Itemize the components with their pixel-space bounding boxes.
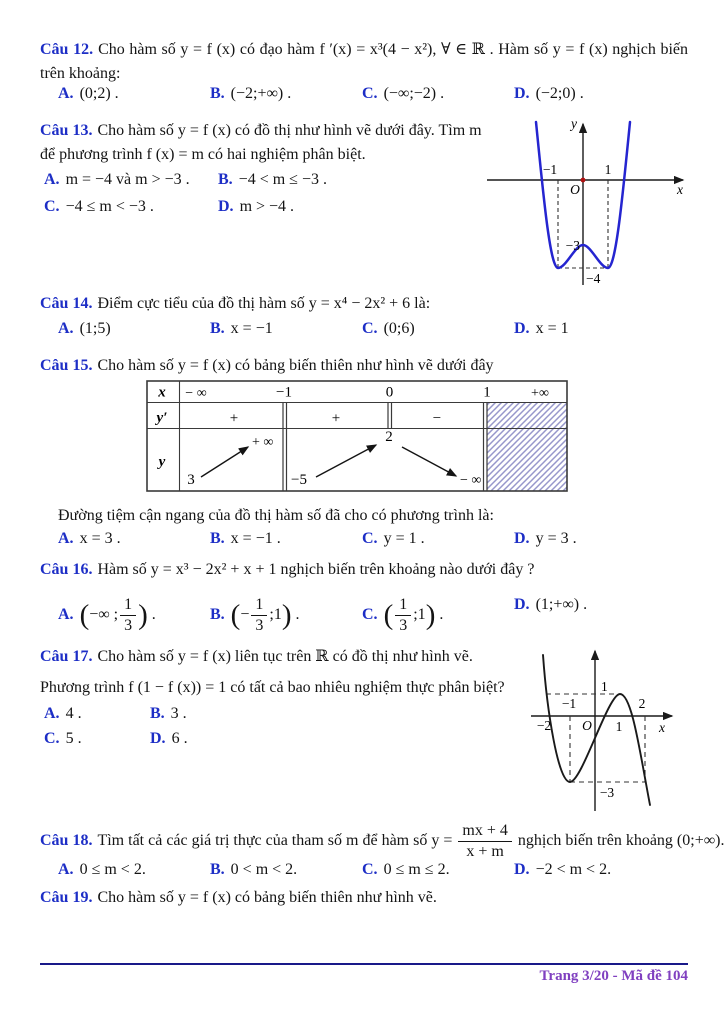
option-17-c: C. 5 . [44, 730, 82, 747]
y-start-3: 3 [187, 472, 195, 488]
tick-minus4: −4 [586, 271, 601, 286]
option-17-b: B. 3 . [150, 705, 187, 722]
option-13-d: D. m > −4 . [218, 198, 295, 215]
footer-page-info: Trang 3/20 - Mã đề 104 [539, 968, 688, 984]
question-19 [40, 886, 688, 910]
option-13-c: C. −4 ≤ m < −3 . [44, 198, 154, 215]
tick-1: 1 [615, 719, 623, 734]
question-12 [40, 38, 688, 86]
question-12-label: Câu 12. [40, 41, 94, 58]
option-14-b: B. x = −1 [210, 320, 273, 337]
q15-variation-table [146, 380, 568, 492]
header-y-prime: y′ [156, 410, 168, 426]
question-14-options [40, 320, 720, 346]
x-axis-label: x [677, 182, 683, 197]
question-15-sub [40, 504, 688, 528]
option-13-a: A. m = −4 và m > −3 . [44, 171, 190, 188]
question-17 [40, 645, 540, 669]
sign-2: + [331, 410, 341, 427]
question-16-text: Hàm số y = x³ − 2x² + x + 1 nghịch biến trên khoảng nào dưới đây ? [97, 561, 535, 578]
origin-label: O [582, 718, 592, 733]
question-17-text: Cho hàm số y = f (x) liên tục trên ℝ có đồ thị như hình vẽ. [97, 648, 473, 665]
x-minus1: −1 [276, 384, 292, 401]
option-18-c: C. 0 ≤ m ≤ 2. [362, 861, 450, 878]
question-15-text: Cho hàm số y = f (x) có bảng biến thiên như hình vẽ dưới đây [97, 357, 494, 374]
tick-y1: 1 [601, 679, 608, 694]
y-pos-infinity: + ∞ [252, 435, 274, 450]
option-14-c: C. (0;6) [362, 320, 415, 337]
y-peak-2: 2 [385, 429, 393, 445]
question-13 [40, 119, 492, 167]
question-14-label: Câu 14. [40, 295, 93, 312]
tick-minus3: −3 [565, 238, 580, 253]
option-15-b: B. x = −1 . [210, 530, 281, 547]
y-neg-infinity: − ∞ [460, 473, 482, 488]
arrow-up-2 [316, 445, 376, 477]
question-18-pre: Tìm tất cả các giá trị thực của tham số m để hàm số y = [97, 831, 453, 849]
tick-2: 2 [638, 696, 646, 711]
q18-fraction: $\frac{mx + 4}{x + m}$ [458, 822, 511, 860]
option-16-d: D. (1;+∞) . [514, 596, 588, 613]
option-18-a: A. 0 ≤ m < 2. [58, 861, 146, 878]
option-12-b: B. (−2;+∞) . [210, 85, 292, 102]
option-15-c: C. y = 1 . [362, 530, 425, 547]
question-15 [40, 354, 688, 378]
question-15-subtext: Đường tiệm cận ngang của đồ thị hàm số đã cho có phương trình là: [58, 507, 494, 524]
tick-minus3: −3 [599, 785, 615, 800]
x-neg-infinity: − ∞ [185, 386, 207, 401]
question-17-label: Câu 17. [40, 648, 93, 665]
sign-3: − [432, 410, 442, 427]
tick-minus1: −1 [561, 696, 577, 711]
option-14-a: A. (1;5) [58, 320, 111, 337]
option-15-d: D. y = 3 . [514, 530, 577, 547]
option-18-b: B. 0 < m < 2. [210, 861, 298, 878]
question-14-text: Điểm cực tiểu của đồ thị hàm số y = x⁴ − 2x² + 6 là: [97, 295, 431, 312]
fraction: $\frac{1}{3}$ [120, 596, 136, 634]
question-12-options [40, 85, 720, 111]
option-14-d: D. x = 1 [514, 320, 569, 337]
undefined-region-hatch [487, 403, 567, 491]
option-18-d: D. −2 < m < 2. [514, 861, 612, 878]
option-12-c: C. (−∞;−2) . [362, 85, 445, 102]
origin-dot [581, 178, 586, 183]
arrow-up-1 [201, 447, 248, 477]
question-18-label: Câu 18. [40, 831, 93, 849]
origin-label: O [570, 182, 580, 197]
question-13-text: Cho hàm số y = f (x) có đồ thị như hình vẽ dưới đây. Tìm m để phương trình f (x) = m có hai nghiệm phân biệt. [40, 122, 482, 163]
option-15-a: A. x = 3 . [58, 530, 121, 547]
question-18-options [40, 861, 720, 887]
y-axis-label: y [571, 116, 577, 131]
question-16-label: Câu 16. [40, 561, 93, 578]
option-12-a: A. (0;2) . [58, 85, 119, 102]
tick-minus2: −2 [536, 718, 552, 733]
question-16-options [40, 586, 720, 632]
question-19-text: Cho hàm số y = f (x) có bảng biến thiên như hình vẽ. [97, 889, 437, 906]
question-18 [40, 822, 725, 860]
option-16-a: A. (−∞ ; $\frac{1}{3}$ ) . [58, 596, 156, 634]
x-pos-infinity: +∞ [531, 386, 549, 401]
header-x: x [158, 384, 166, 401]
option-12-d: D. (−2;0) . [514, 85, 584, 102]
tick-1: 1 [604, 162, 612, 177]
question-18-post: nghịch biến trên khoảng (0;+∞). [513, 831, 725, 849]
option-13-b: B. −4 < m ≤ −3 . [218, 171, 327, 188]
tick-minus1: −1 [542, 162, 558, 177]
q13-function-graph [480, 112, 695, 290]
question-12-text: Cho hàm số y = f (x) có đạo hàm f ′(x) = x³(4 − x²), ∀ ∈ ℝ . Hàm số y = f (x) nghịch biến trên khoảng: [40, 41, 688, 82]
question-19-label: Câu 19. [40, 889, 93, 906]
question-14 [40, 292, 688, 316]
question-16 [40, 558, 688, 582]
fraction: $\frac{1}{3}$ [251, 596, 267, 634]
option-17-d: D. 6 . [150, 730, 188, 747]
header-y: y [158, 454, 166, 470]
x-1: 1 [483, 384, 491, 401]
question-15-label: Câu 15. [40, 357, 93, 374]
sign-1: + [229, 410, 239, 427]
x-axis-label: x [659, 720, 665, 735]
question-17-text2: Phương trình f (1 − f (x)) = 1 có tất cả bao nhiêu nghiệm thực phân biệt? [40, 679, 505, 696]
question-15-options [40, 530, 720, 556]
question-13-label: Câu 13. [40, 122, 93, 139]
footer-divider [40, 963, 688, 965]
arrow-down-1 [402, 447, 456, 476]
fraction: $\frac{1}{3}$ [395, 596, 411, 634]
q17-function-graph [525, 641, 685, 815]
x-0: 0 [385, 384, 394, 401]
y-minus5: −5 [291, 472, 307, 488]
option-17-a: A. 4 . [44, 705, 82, 722]
option-16-c: C. ( $\frac{1}{3}$ ;1) . [362, 596, 444, 634]
option-16-b: B. (− $\frac{1}{3}$ ;1) . [210, 596, 300, 634]
question-17-line2 [40, 676, 540, 700]
